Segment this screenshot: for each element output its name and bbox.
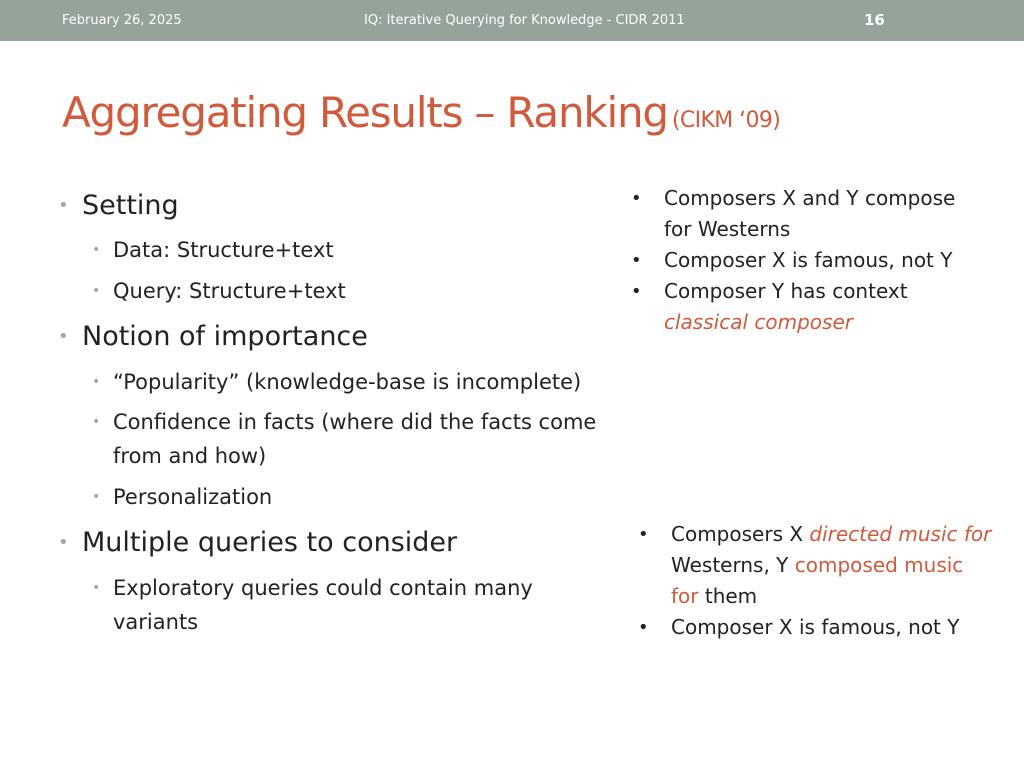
example2-highlight-composed: composed music [794,553,964,577]
example2-highlight-directed: directed music for [809,522,992,546]
example2-bullet-1 [638,519,992,612]
bullet-multiple-text: Multiple queries to consider [82,527,458,558]
bullet-query [92,274,346,308]
bullet-notion-text: Notion of importance [82,321,368,352]
bullet-setting [58,190,179,221]
header-conference: IQ: Iterative Querying for Knowledge - CIDR 2011 [364,13,685,28]
bullet-setting-text: Setting [82,190,179,221]
slide-title [62,88,780,137]
bullet-dot-icon: • [638,617,649,638]
example2-highlight-for: for [671,584,699,608]
bullet-popularity-text: “Popularity” (knowledge-base is incomplete) [113,370,582,394]
bullet-query-text: Query: Structure+text [113,279,346,303]
bullet-dot-icon: • [58,195,69,216]
bullet-dot-icon: • [631,188,642,209]
bullet-exploratory-line1: Exploratory queries could contain many [113,576,533,600]
slide-title-sub: (CIKM ‘09) [671,108,781,133]
bullet-exploratory [92,571,533,639]
example2-text-a: Composers X [671,522,810,546]
example1-bullet-1 [631,183,956,245]
slide-title-main: Aggregating Results – Ranking [62,88,668,137]
bullet-confidence-line1: Confidence in facts (where did the facts come [113,410,597,434]
slide-number: 16 [864,11,885,29]
bullet-dot-icon: • [58,532,69,553]
bullet-exploratory-line2: variants [113,610,199,634]
example1-bullet-1-line2: for Westerns [664,217,791,241]
bullet-dot-icon: • [92,489,101,505]
example2-text-f: them [698,584,758,608]
bullet-personalization [92,480,273,514]
example1-bullet-1-line1: Composers X and Y compose [664,186,956,210]
bullet-popularity [92,365,582,399]
example2-bullet-2-text: Composer X is famous, not Y [671,615,960,639]
example1-bullet-3-highlight: classical composer [664,310,853,334]
example-box-1 [631,183,956,338]
bullet-dot-icon: • [631,281,642,302]
header-date: February 26, 2025 [62,13,182,28]
bullet-dot-icon: • [92,374,101,390]
example1-bullet-2-text: Composer X is famous, not Y [664,248,953,272]
bullet-confidence-line2: from and how) [113,444,267,468]
bullet-dot-icon: • [58,326,69,347]
example1-bullet-2 [631,245,955,276]
bullet-dot-icon: • [92,242,101,258]
bullet-personalization-text: Personalization [113,485,273,509]
bullet-dot-icon: • [92,283,101,299]
bullet-data [92,233,334,267]
example2-bullet-2 [638,612,991,643]
header-bar [0,0,1024,41]
bullet-dot-icon: • [92,580,101,596]
bullet-multiple [58,527,458,558]
bullet-dot-icon: • [631,250,642,271]
bullet-notion [58,321,368,352]
bullet-data-text: Data: Structure+text [113,238,334,262]
example2-text-c: Westerns, Y [671,553,795,577]
example1-bullet-3 [631,276,955,338]
bullet-dot-icon: • [92,414,101,430]
example-box-2 [638,519,992,643]
bullet-confidence [92,405,597,473]
bullet-dot-icon: • [638,524,649,545]
example1-bullet-3-line1: Composer Y has context [664,279,908,303]
